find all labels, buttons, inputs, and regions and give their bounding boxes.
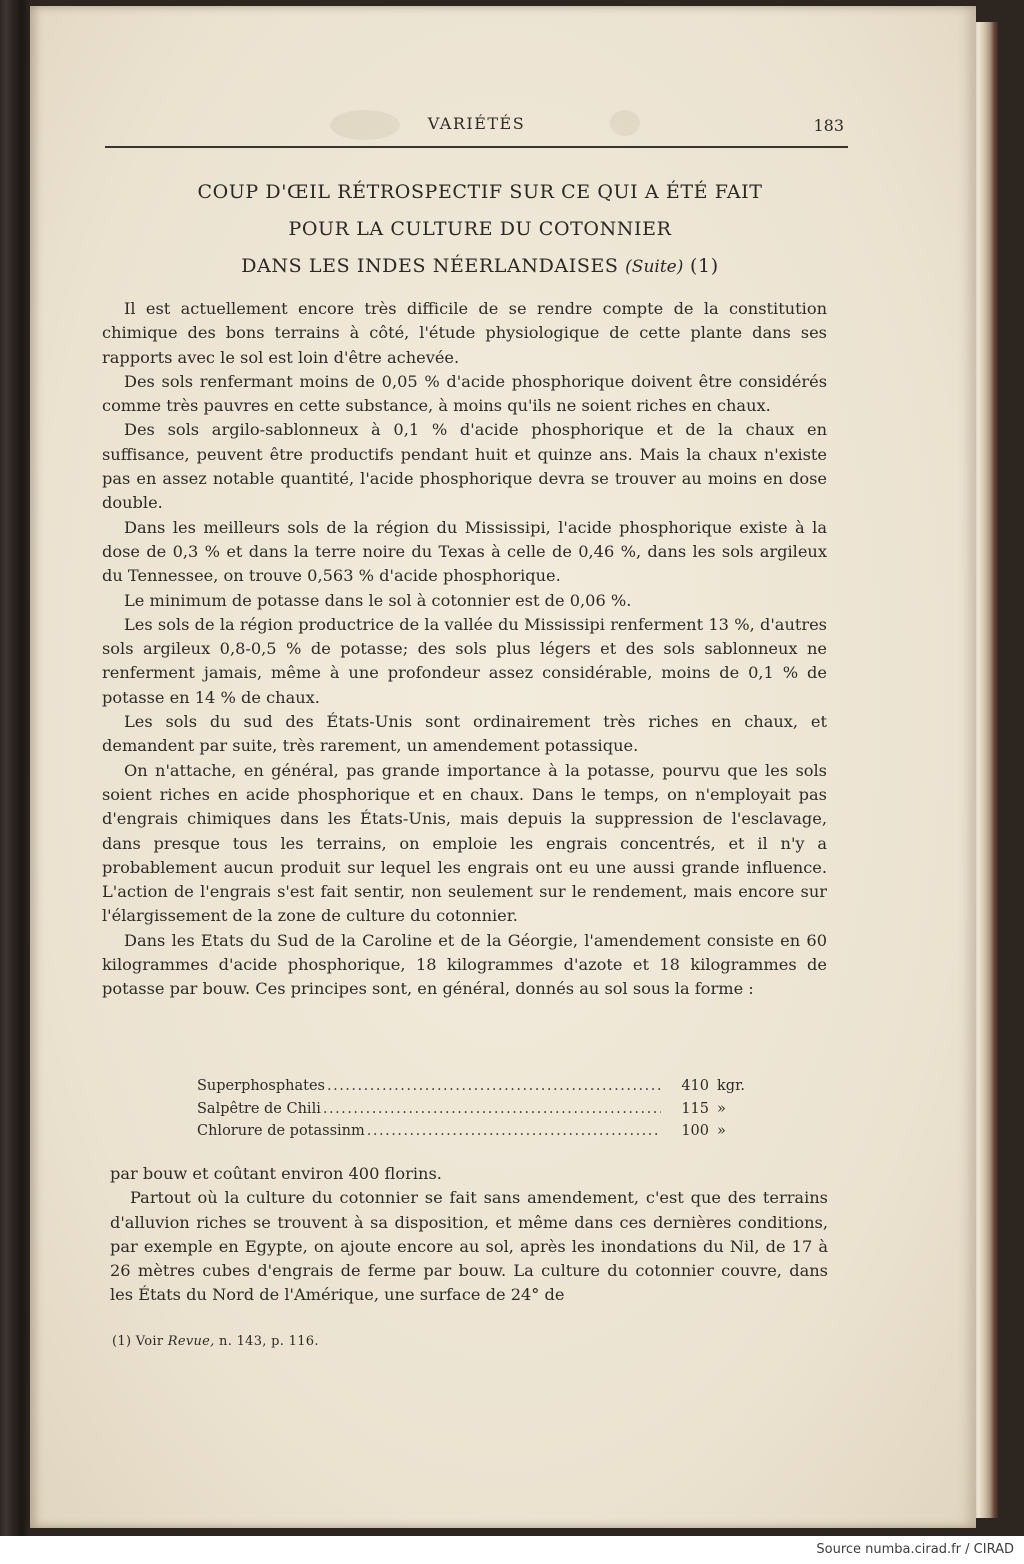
formula-item-name: Chlorure de potassinm (197, 1123, 365, 1139)
paragraph: Des sols argilo-sablonneux à 0,1 % d'acide phosphorique et de la chaux en suffisance, peuvent être productifs pendant huit et quinze ans. Mais la chaux n'existe pas en assez notable quantité, l'acide phosphorique devra se trouver au moins en dose double. (102, 420, 827, 513)
paragraph: Il est actuellement encore très difficile de se rendre compte de la constitution chimique des bons terrains à côté, l'étude physiologique de cette plante dans ses rapports avec le sol est loin d'être achevée. (102, 299, 827, 367)
title-line-1: COUP D'ŒIL RÉTROSPECTIF SUR CE QUI A ÉTÉ FAIT (197, 181, 763, 203)
formula-item-name: Superphosphates (197, 1078, 325, 1094)
fertilizer-formula-table (197, 1075, 757, 1143)
formula-item-unit: » (717, 1100, 726, 1117)
footnote-journal: Revue, (167, 1334, 215, 1349)
formula-row (197, 1075, 757, 1098)
formula-item-qty: 100 (681, 1123, 709, 1139)
leader-dots (323, 1098, 661, 1121)
formula-row (197, 1120, 757, 1143)
formula-item-unit: kgr. (717, 1078, 746, 1094)
formula-item-unit: » (717, 1123, 726, 1139)
paragraph: par bouw et coûtant environ 400 florins. (110, 1164, 442, 1183)
paragraph: Les sols du sud des États-Unis sont ordinairement très riches en chaux, et demandent par suite, très rarement, un amendement potassique. (102, 712, 827, 756)
running-head-title: VARIÉTÉS (427, 114, 526, 133)
footnote (112, 1334, 319, 1349)
formula-row (197, 1098, 757, 1121)
formula-item-qty: 115 (681, 1100, 709, 1117)
body-text (102, 297, 827, 1002)
header-rule (105, 146, 848, 148)
article-title (90, 174, 870, 286)
paragraph: Dans les meilleurs sols de la région du Mississipi, l'acide phosphorique existe à la dose de 0,3 % et dans la terre noire du Texas à celle de 0,46 %, dans les sols argileux du Tennessee, on trouve 0,563 % d'acide phosphorique. (102, 517, 827, 586)
footnote-ref: n. 143, p. 116. (219, 1334, 319, 1349)
running-head (105, 114, 848, 140)
paragraph: On n'attache, en général, pas grande importance à la potasse, pourvu que les sols soient riches en acide phosphorique et en chaux. Dans le temps, on n'employait pas d'engrais chimiques dans les États-Unis, mais depuis la suppression de l'esclavage, dans presque tous les terrains, on emploie les engrais concentrés, et il n'y a probablement aucun produit sur lequel les engrais ont eu une aussi grande influence. L'action de l'engrais s'est fait sentir, non seulement sur le rendement, mais encore sur l'élargissement de la zone de culture du cotonnier. (102, 760, 827, 926)
paragraph: Les sols de la région productrice de la vallée du Mississipi renferment 13 %, d'autres sols argileux 0,8-0,5 % de potasse; des sols plus légers et des sols sablonneux ne renferment jamais, même à une profondeur assez considérable, moins de 0,1 % de potasse en 14 % de chaux. (102, 614, 827, 707)
title-note-ref: (1) (690, 255, 719, 277)
leader-dots (327, 1075, 661, 1098)
paragraph: Dans les Etats du Sud de la Caroline et de la Géorgie, l'amendement consiste en 60 kilogrammes d'acide phosphorique, 18 kilogrammes d'azote et 18 kilogrammes de potasse par bouw. Ces principes sont, en général, donnés au sol sous la forme : (102, 930, 827, 999)
paragraph: Le minimum de potasse dans le sol à cotonnier est de 0,06 %. (124, 590, 632, 610)
title-line-3 (90, 248, 870, 286)
paragraph: Partout où la culture du cotonnier se fait sans amendement, c'est que des terrains d'alluvion riches se trouvent à sa disposition, et même dans ces dernières conditions, par exemple en Egypte, on ajoute encore au sol, après les inondations du Nil, de 17 à 26 mètres cubes d'engrais de ferme par bouw. La culture du cotonnier couvre, dans les États du Nord de l'Amérique, une surface de 24° de (110, 1188, 828, 1305)
title-suite: (Suite) (625, 257, 684, 277)
title-line-2: POUR LA CULTURE DU COTONNIER (288, 218, 672, 240)
source-caption: Source numba.cirad.fr / CIRAD (816, 1542, 1014, 1557)
document-page (30, 6, 976, 1528)
body-text-continued (110, 1162, 828, 1308)
paragraph: Des sols renfermant moins de 0,05 % d'acide phosphorique doivent être considérés comme très pauvres en cette substance, à moins qu'ils ne soient riches en chaux. (102, 371, 827, 416)
formula-item-name: Salpêtre de Chili (197, 1100, 321, 1117)
title-line-3-text: DANS LES INDES NÉERLANDAISES (241, 255, 619, 277)
footnote-prefix: (1) Voir (112, 1334, 164, 1349)
leader-dots (367, 1120, 661, 1143)
page-number: 183 (813, 116, 844, 135)
formula-item-qty: 410 (681, 1078, 709, 1094)
